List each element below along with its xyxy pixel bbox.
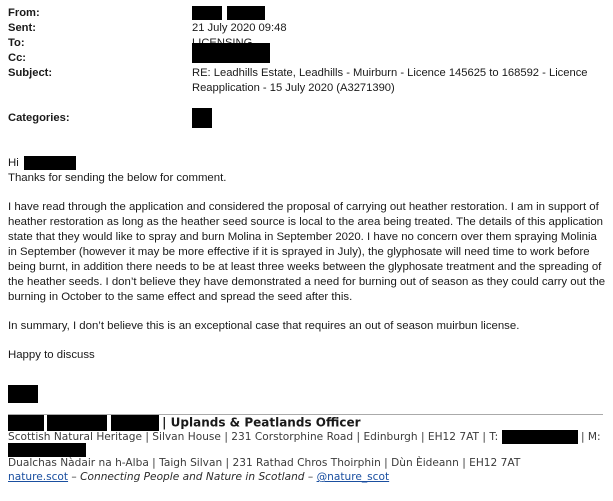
from-row <box>8 6 608 21</box>
redacted-sender-initials <box>8 385 38 403</box>
twitter-link[interactable]: @nature_scot <box>316 471 390 483</box>
redacted-cc <box>192 43 270 63</box>
sent-label: Sent: <box>8 22 36 34</box>
subject-value <box>192 66 608 96</box>
categories-row <box>8 111 608 126</box>
redacted-sender-first <box>8 415 44 431</box>
subject-label: Subject: <box>8 67 53 79</box>
to-row <box>8 36 608 51</box>
cc-row <box>8 51 608 66</box>
signature-org: Scottish Natural Heritage | Silvan House | 231 Corstorphine Road | Edinburgh | EH12 7AT | T: <box>8 431 499 443</box>
signature-role: | Uplands & Peatlands Officer <box>162 415 361 430</box>
signature-mobile-label: | M: <box>580 431 601 443</box>
website-link[interactable]: nature.scot <box>8 471 69 483</box>
thanks-line: Thanks for sending the below for comment. <box>8 172 227 185</box>
paragraph-1: I have read through the application and considered the proposal of carrying out heather restoration. I am in support of heather restoration as long as the heather seed source is local to the area being treated. The details of this application state that they would like to spray and burn Molina in September 2020. I have no concern over them spraying Molinia in September (however it may be more effective if it is sprayed in July), the glyphosate will need time to work before being burnt, in addition there needs to be at least three weeks between the glyphosate treatment and the spreading of the heather seeds. I don’t believe they have demonstrated a need for burning out of season as they could carry out the burning in October to the same effect and spread the seed after this. <box>8 201 606 304</box>
signature-gaelic: Dualchas Nàdair na h-Alba | Taigh Silvan | 231 Rathad Chros Thoirphin | Dùn Èideann | EH12 7AT <box>8 457 521 469</box>
greeting-line <box>8 156 608 171</box>
email-header <box>8 6 608 126</box>
redacted-sender-middle <box>47 415 107 431</box>
sent-row <box>8 21 608 36</box>
subject-line-1: RE: Leadhills Estate, Leadhills - Muirburn - Licence 145625 to 168592 - Licence <box>192 67 588 79</box>
subject-row <box>8 66 608 96</box>
greeting: Hi <box>8 157 19 170</box>
redacted-phone <box>502 430 578 444</box>
cc-label: Cc: <box>8 52 27 64</box>
redacted-category <box>192 108 212 128</box>
categories-label: Categories: <box>8 112 70 124</box>
signature-org-line <box>8 430 601 445</box>
redacted-recipient <box>24 156 76 170</box>
redacted-from-name-2 <box>227 6 265 20</box>
email-body <box>8 156 608 363</box>
redacted-mobile <box>8 443 86 457</box>
sent-value: 21 July 2020 09:48 <box>192 22 287 34</box>
paragraph-2: In summary, I don’t believe this is an exceptional case that requires an out of season muirbun license. <box>8 320 520 333</box>
subject-line-2: Reapplication - 15 July 2020 (A3271390) <box>192 82 395 94</box>
redacted-sender-last <box>111 415 159 431</box>
signature-web-line: nature.scot – Connecting People and Nature in Scotland – @nature_scot <box>8 471 390 483</box>
to-label: To: <box>8 37 25 49</box>
signature-divider <box>8 414 603 415</box>
tagline: Connecting People and Nature in Scotland <box>80 471 305 483</box>
from-label: From: <box>8 7 40 19</box>
closing-line: Happy to discuss <box>8 349 95 362</box>
signature-name-row <box>8 415 361 431</box>
redacted-from-name <box>192 6 222 20</box>
